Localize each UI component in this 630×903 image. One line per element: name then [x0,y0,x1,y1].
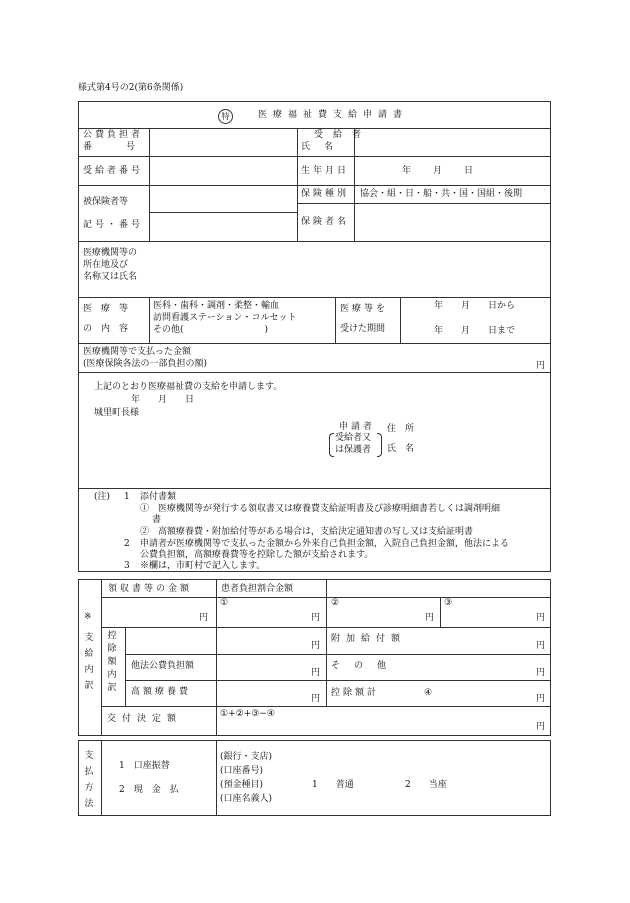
addressee: 城里町長様 [94,408,140,418]
high-cost-label: 高額療養費 [131,687,192,697]
recipient-name-label-2: 氏名 [301,142,348,152]
deduct3-yen: 円 [311,694,321,704]
circle2-yen: 円 [425,613,435,623]
circle-3: ③ [444,598,453,608]
application-date: 年 月 日 [131,395,195,405]
recipient-name-label-1: 受給者 [314,130,372,140]
institution-label-2: 所在地及び [83,260,129,270]
circle-4: ④ [424,688,433,698]
deposit-type-2: 2 当座 [405,780,447,790]
note-label: (注) [94,492,111,502]
deduction-label: 控除額内訳 [107,631,117,693]
name-label: 氏 名 [387,444,415,454]
amount-paid-yen: 円 [536,361,546,371]
medical-content-options-2: 訪問看護ステーション・コルセット [153,313,297,323]
medical-content-options-3: その他( ) [153,325,269,335]
public-payer-number-label-2: 番号 [83,142,170,152]
insurance-type-options: 協会・組・日・船・共・国・国組・後期 [360,189,523,199]
additional-benefit-label: 附加給付額 [331,634,407,644]
patient-share-label: 患者負担割合金額 [221,584,294,594]
deduct2-yen: 円 [311,668,321,678]
address-label: 住 所 [387,424,415,434]
public-payer-number-label-1: 公費負担者 [83,130,144,140]
amount-paid-label-1: 医療機関等で支払った金額 [83,347,192,357]
amount-paid-label-2: (医療保険各法の一部負担の額) [83,359,208,369]
period-from: 年 月 日から [434,301,516,311]
note-item1-1: ① 医療機関等が発行する領収書又は療養費支給証明書及び診療明細書若しくは調剤明細 [140,504,501,514]
special-mark: 特 [218,109,233,124]
payment-detail-table [78,579,551,736]
insured-name-label: 保険者名 [301,217,350,227]
note-item2b: 公費負担額，高額療養費等を控除した額が支給されます。 [140,550,374,560]
applicant-bracket-left [329,433,334,457]
birth-date-label: 生年月日 [301,166,350,176]
detail-side-mark: ※ [84,612,92,622]
form-title: 医療福祉費支給申請書 [258,110,409,120]
deposit-type-label: (預金種目) [220,780,264,790]
circle3-yen: 円 [536,613,546,623]
applicant-bracket-right [377,433,382,457]
medical-content-label-1: 医 療 等 [83,304,129,314]
deposit-type-1: 1 普通 [312,780,354,790]
note-item1: 添付書類 [140,492,177,502]
account-number-label: (口座番号) [220,766,264,776]
circle-2: ② [331,598,340,608]
right2-yen: 円 [536,668,546,678]
other-law-public-label: 他法公費負担額 [131,661,195,671]
note-item3-num: 3 [124,561,130,571]
bank-label: (銀行・支店) [220,752,273,762]
decision-yen: 円 [536,722,546,732]
payment-decision-label: 交付決定額 [107,714,183,724]
birth-day: 日 [464,166,474,176]
formula: ①+②+③−④ [220,709,275,719]
medical-content-options-1: 医科・歯科・調剤・柔整・輸血 [153,301,280,311]
circle1-yen: 円 [311,613,321,623]
note-item3: ※欄は，市町村で記入します。 [140,561,266,571]
detail-side-label: 支給内訳 [84,633,94,691]
account-holder-label: (口座名義人) [220,794,273,804]
institution-label-1: 医療機関等の [83,248,138,258]
deduction-total-label: 控除額計 [331,688,380,698]
receipt-amount-label: 領収書等の金額 [108,584,193,594]
insured-label-1: 被保険者等 [83,197,129,207]
right3-yen: 円 [536,694,546,704]
application-statement: 上記のとおり医療福祉費の支給を申請します。 [94,382,283,392]
circle-1: ① [220,598,229,608]
institution-label-3: 名称又は氏名 [83,272,138,282]
payment-method-table [78,740,551,816]
form-number: 様式第4号の2(第6条関係) [78,83,184,93]
medical-content-label-2: の 内 容 [83,324,129,334]
period-to: 年 月 日まで [434,326,516,336]
method-side-label: 支払方法 [84,751,94,809]
receipt-yen: 円 [199,613,209,623]
applicant-sub-1: 受給者又 [335,433,372,443]
note-item1-num: 1 [124,492,130,502]
insurance-type-label: 保険種別 [301,189,350,199]
applicant-label: 申請者 [339,422,376,432]
applicant-sub-2: は保護者 [335,445,372,455]
deduct1-yen: 円 [311,641,321,651]
birth-year: 年 [402,166,412,176]
insured-label-2: 記号・番号 [83,220,144,230]
other-label: その他 [331,661,401,671]
period-label-2: 受けた期間 [340,324,386,334]
note-item1-2: ② 高額療養費・附加給付等がある場合は，支給決定通知書の写し又は支給証明書 [140,527,474,537]
birth-month: 月 [433,166,443,176]
note-item2-num: 2 [124,539,130,549]
note-item2a: 申請者が医療機関等で支払った金額から外来自己負担金額，入院自己負担金額，他法による [140,539,510,549]
method-transfer: 1 口座振替 [119,761,170,771]
method-cash: 2 現 金 払 [119,785,179,795]
period-label-1: 医療等を [340,304,389,314]
right1-yen: 円 [536,641,546,651]
recipient-number-label: 受給者番号 [83,166,144,176]
note-item1-1b: 書 [152,515,162,525]
